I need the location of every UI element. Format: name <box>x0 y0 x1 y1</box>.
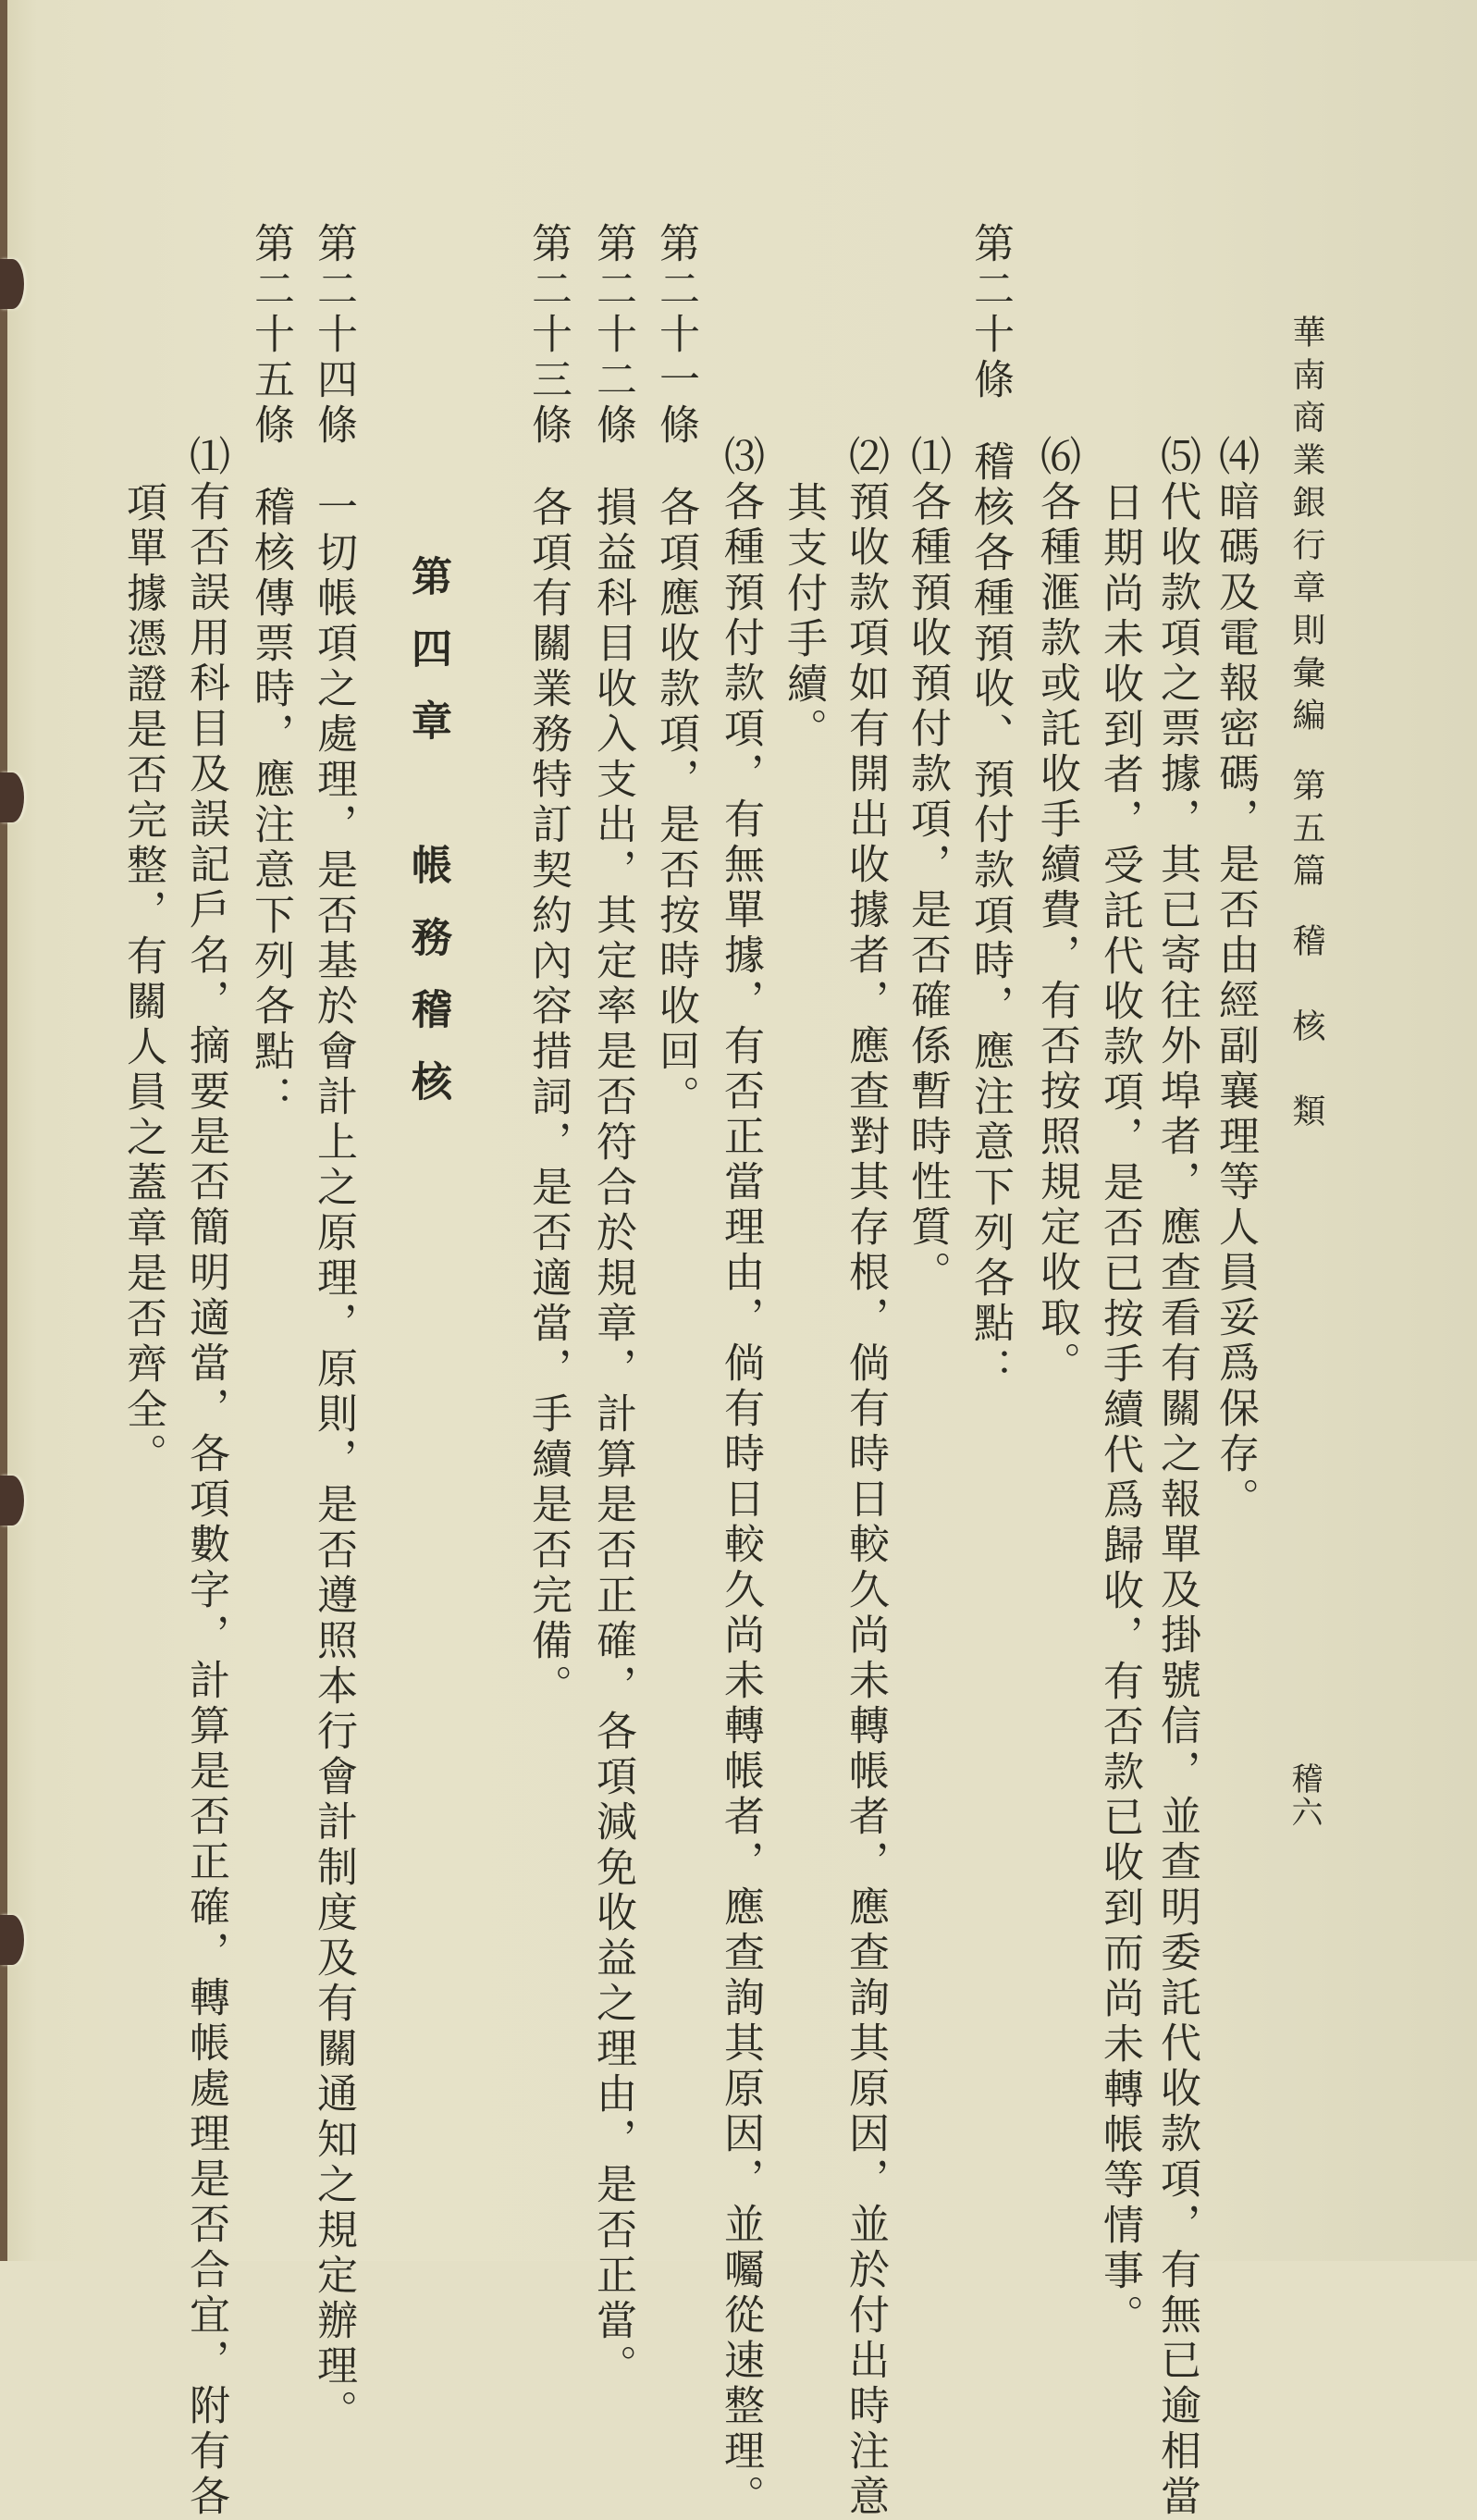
article-22 <box>585 222 640 2390</box>
article-label: 第二十四條 <box>310 222 357 449</box>
chapter-heading: 第四章 帳務稽核 <box>404 555 451 1132</box>
article-23 <box>520 222 575 1710</box>
article-label: 第二十一條 <box>652 222 699 449</box>
category-label: 稽 核 類 <box>1287 923 1325 1136</box>
article-label: 第二十五條 <box>247 222 294 449</box>
running-header <box>1278 315 1334 1136</box>
article-label: 第二十二條 <box>589 222 636 449</box>
item-5-text: ⑸代收款項之票據，其已寄往外埠者，應查看有關之報單及掛號信，並查明委託代收款項，有無已逾相當 <box>1153 435 1200 2520</box>
article-body: 各項應收款項，是否按時收回。 <box>652 486 699 1120</box>
article-20-item-3: ⑶各種預付款項，有無單據，有否正當理由，倘有時日較久尚未轉帳者，應查詢其原因，並囑從速整理。 <box>717 435 764 2520</box>
item-4-text: ⑷暗碼及電報密碼，是否由經副襄理等人員妥爲保存。 <box>1212 435 1259 1523</box>
article-label: 第二十三條 <box>524 222 572 449</box>
article-body: 稽核各種預收、預付款項時，應注意下列各點： <box>966 440 1014 1392</box>
article-20-item-2-continuation: 其支付手續。 <box>780 481 827 753</box>
item-6-text: ⑹各種滙款或託收手續費，有否按照規定收取。 <box>1033 435 1080 1387</box>
article-body: 各項有關業務特訂契約內容措詞，是否適當，手續是否完備。 <box>524 486 572 1710</box>
article-20 <box>962 222 1017 1392</box>
item-5-continuation: 日期尚未收到者，受託代收款項，是否已按手續代爲歸收，有否款已收到而尚未轉帳等情事。 <box>1096 481 1143 2340</box>
part-label: 第五篇 <box>1287 768 1325 896</box>
article-25-item-1-continuation: 項單據憑證是否完整，有關人員之蓋章是否齊全。 <box>119 481 166 1478</box>
article-body: 稽核傳票時，應注意下列各點： <box>247 486 294 1120</box>
article-body: 損益科目收入支出，其定率是否符合於規章，計算是否正確，各項減免收益之理由，是否正當。 <box>589 486 636 2390</box>
binding-hole <box>0 259 24 309</box>
article-20-item-2: ⑵預收款項如有開出收據者，應查對其存根，倘有時日較久尚未轉帳者，應查詢其原因，並於付出時注意 <box>842 435 889 2520</box>
page-number: 稽六 <box>1286 1762 1323 1829</box>
article-20-item-1: ⑴各種預收預付款項，是否確係暫時性質。 <box>904 435 951 1296</box>
binding-hole <box>0 1915 24 1965</box>
article-25 <box>242 222 298 1120</box>
article-25-item-1: ⑴有否誤用科目及誤記戶名，摘要是否簡明適當，各項數字，計算是否正確，轉帳處理是否合宜，附有各 <box>182 435 229 2520</box>
article-24 <box>305 222 361 2435</box>
binding-hole <box>0 772 24 822</box>
article-21 <box>647 222 703 1120</box>
running-title: 華南商業銀行章則彙編 <box>1287 315 1325 740</box>
article-label: 第二十條 <box>966 222 1014 403</box>
article-body: 一切帳項之處理，是否基於會計上之原理，原則，是否遵照本行會計制度及有關通知之規定辦理。 <box>310 486 357 2435</box>
binding-hole <box>0 1476 24 1526</box>
